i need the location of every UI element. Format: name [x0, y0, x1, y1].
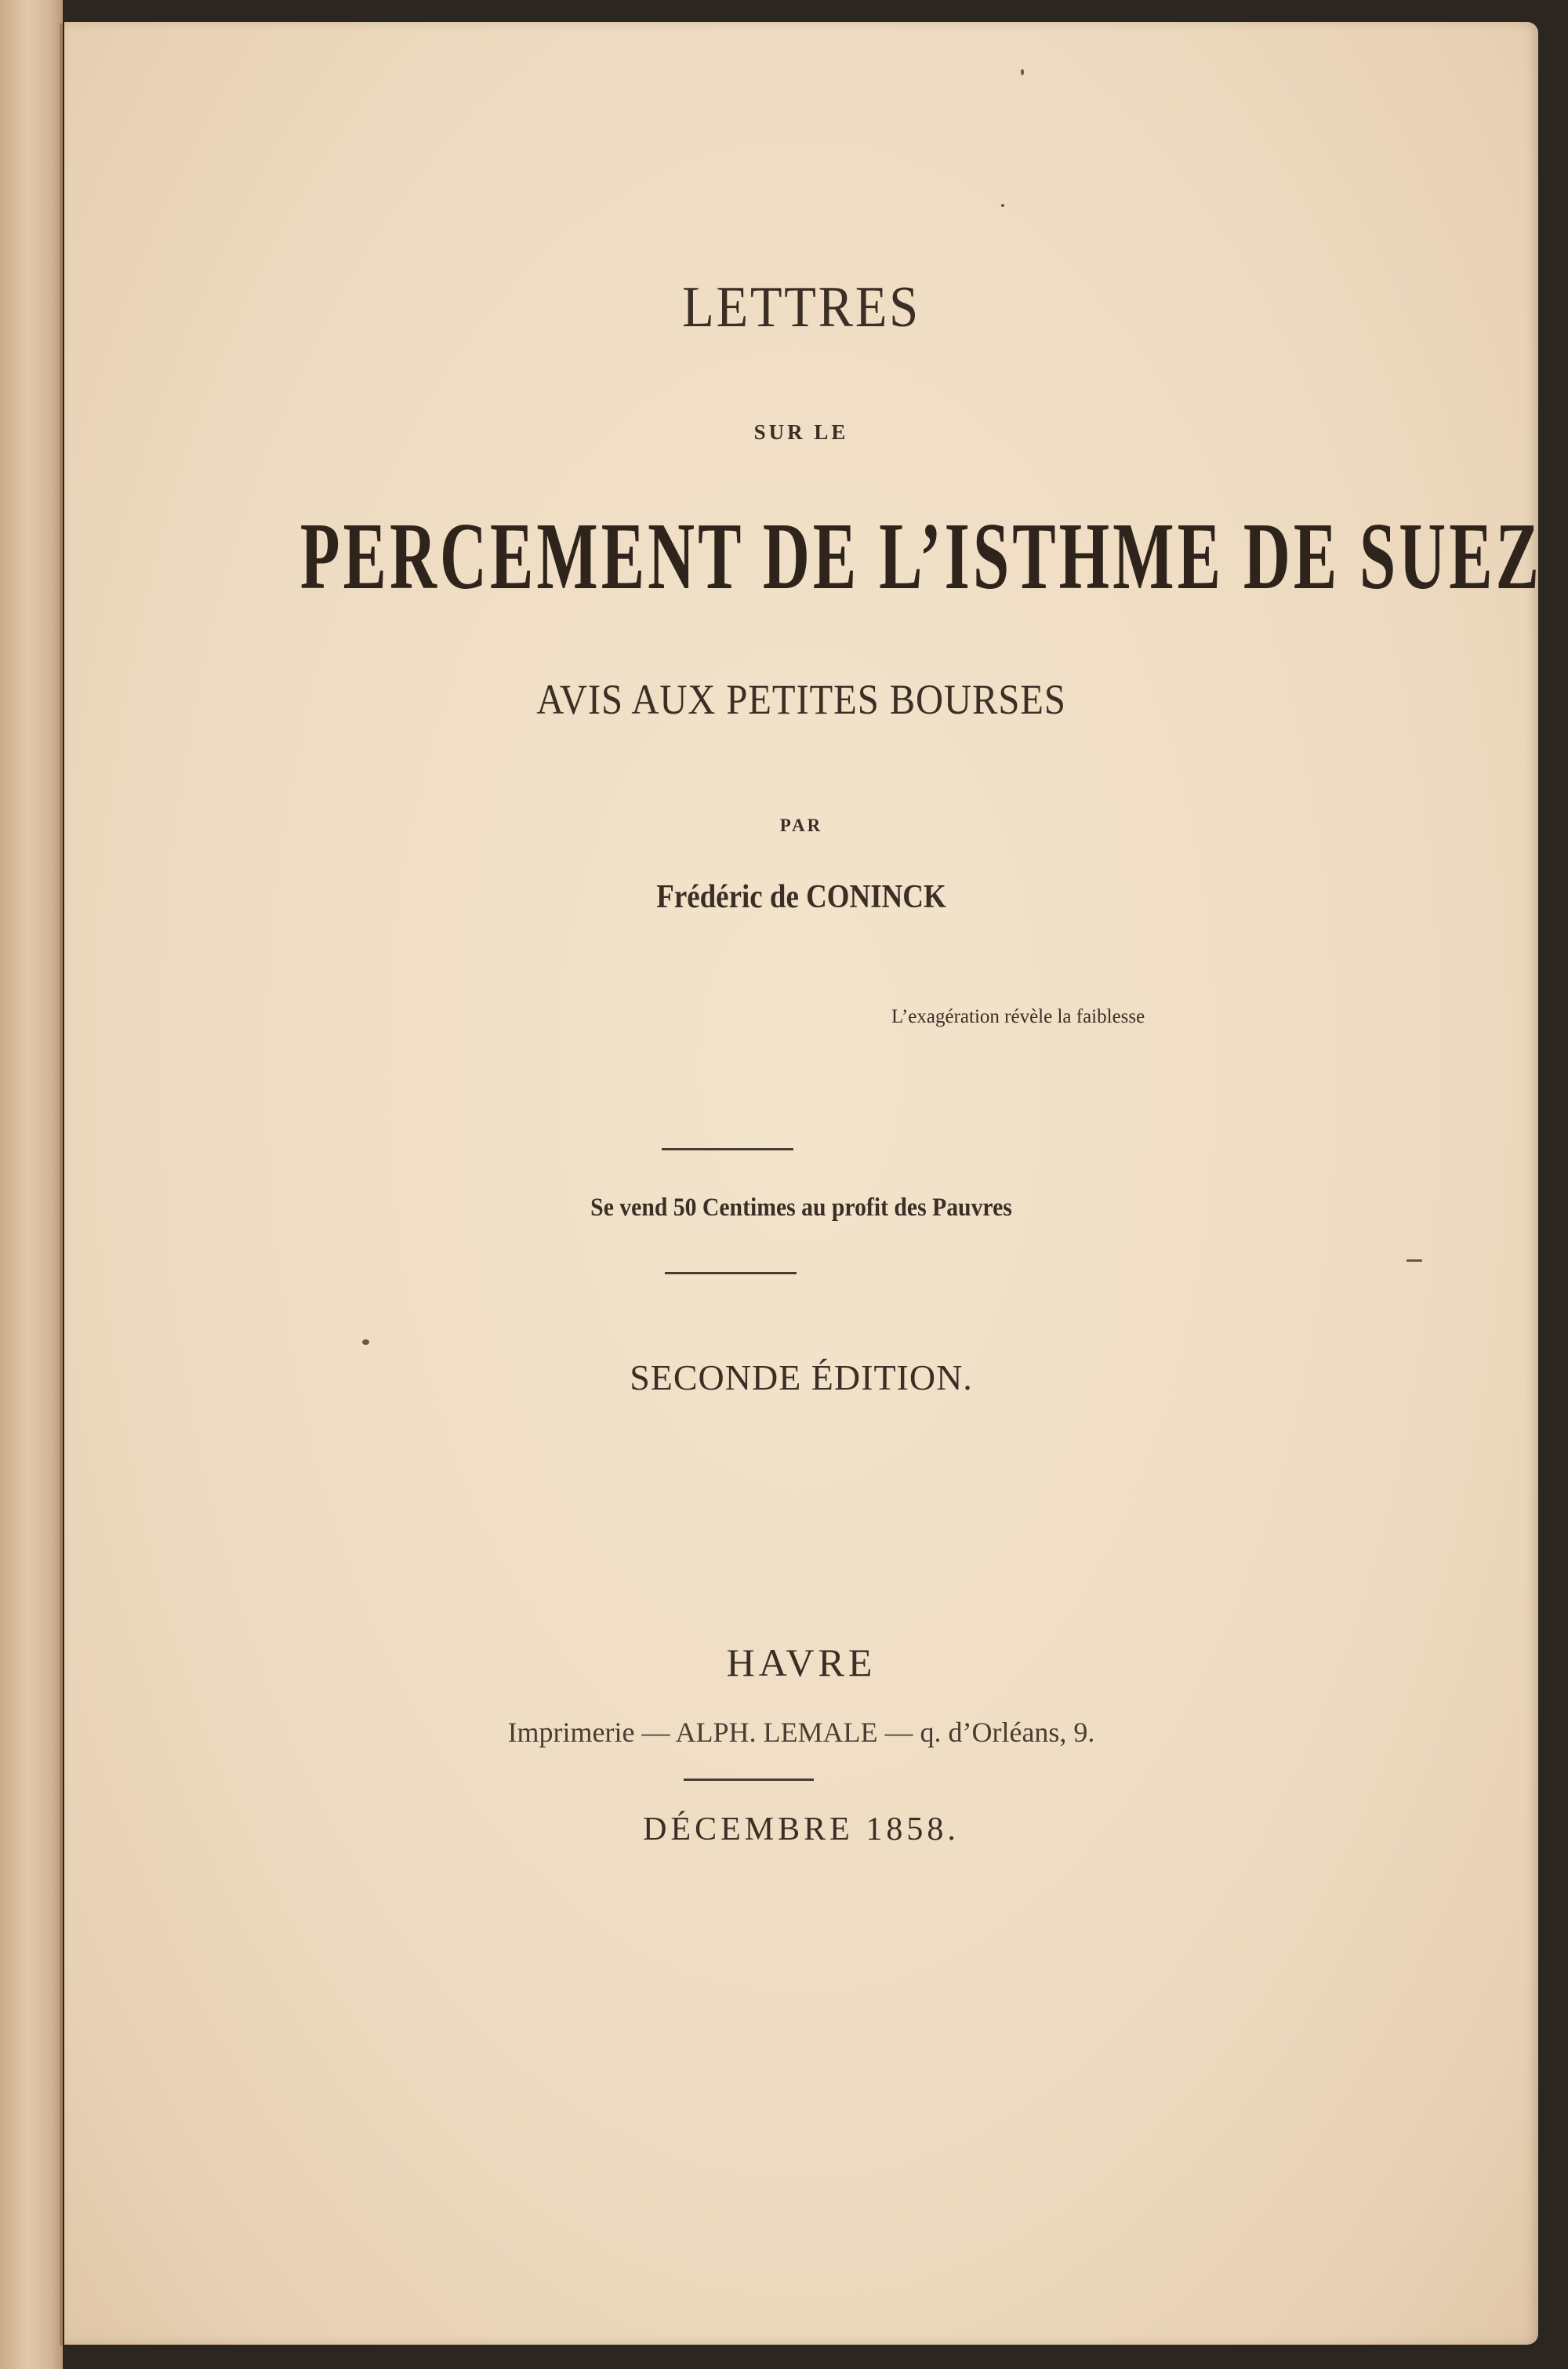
paper-speck — [362, 1339, 369, 1345]
divider-rule — [684, 1779, 814, 1781]
sur-le-label: SUR LE — [753, 420, 849, 444]
epigraph: L’exagération révèle la faiblesse — [891, 1006, 1145, 1027]
divider-rule — [662, 1148, 793, 1150]
author-name: Frédéric de CONINCK — [656, 879, 946, 915]
publication-date: DÉCEMBRE 1858. — [643, 1811, 960, 1848]
heading: LETTRES — [682, 275, 920, 340]
title-page — [64, 22, 1543, 2345]
book-spine — [0, 0, 63, 2369]
divider-rule — [665, 1272, 797, 1274]
sale-note: Se vend 50 Centimes au profit des Pauvres — [590, 1194, 1012, 1222]
edition-label: SECONDE ÉDITION. — [630, 1357, 973, 1397]
printer-line: Imprimerie — ALPH. LEMALE — q. d’Orléans, 9. — [507, 1717, 1095, 1748]
subtitle: AVIS AUX PETITES BOURSES — [536, 676, 1066, 723]
paper-speck — [1406, 1259, 1422, 1262]
paper-speck — [1021, 69, 1024, 75]
main-title: PERCEMENT DE L’ISTHME DE SUEZ — [299, 503, 1543, 609]
spine-edge — [60, 24, 63, 2345]
par-label: PAR — [779, 816, 823, 835]
publication-city: HAVRE — [726, 1640, 877, 1684]
paper-speck — [1001, 204, 1004, 207]
